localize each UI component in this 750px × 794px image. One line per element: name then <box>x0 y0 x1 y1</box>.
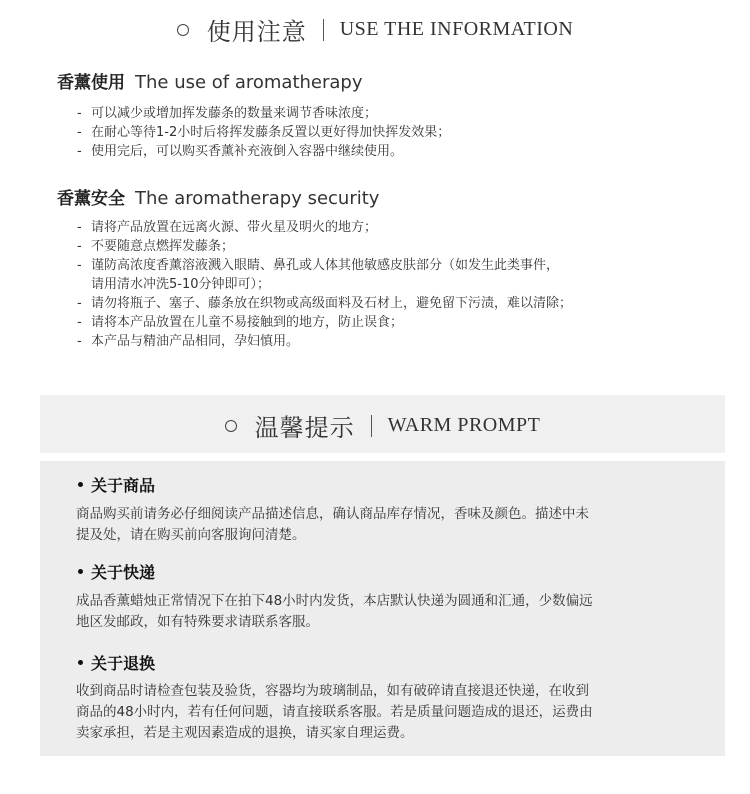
delivery-line-2: 地区发邮政，如有特殊要求请联系客服。 <box>76 614 319 630</box>
goods-text <box>76 504 716 546</box>
returns-line-2: 商品的48小时内，若有任何问题，请直接联系客服。若是质量问题造成的退还，运费由 <box>76 704 593 720</box>
safety-heading-en: The aromatherapy security <box>135 188 380 209</box>
returns-line-3: 卖家承担，若是主观因素造成的退换，请买家自理运费。 <box>76 725 414 741</box>
delivery-heading <box>78 560 155 583</box>
list-item <box>77 256 572 294</box>
prompt-title-cn: 温馨提示 <box>254 414 355 442</box>
list-item: - 请将本产品放置在儿童不易接触到的地方，防止误食； <box>77 313 572 332</box>
list-item: - 不要随意点燃挥发藤条； <box>77 237 572 256</box>
delivery-line-1: 成品香薰蜡烛正常情况下在拍下48小时内发货，本店默认快递为圆通和汇通，少数偏远 <box>76 593 593 609</box>
prompt-title-en: WARM PROMPT <box>387 414 541 436</box>
list-item: - 在耐心等待1-2小时后将挥发藤条反置以更好得加快挥发效果； <box>77 123 450 142</box>
safety-list <box>77 218 572 351</box>
usage-title-en: USE THE INFORMATION <box>339 18 574 40</box>
usage-title-cn: 使用注意 <box>206 18 307 46</box>
returns-line-1: 收到商品时请检查包装及验货，容器均为玻璃制品，如有破碎请直接退还快递，在收到 <box>76 683 589 699</box>
safety-heading-cn: 香薰安全 <box>57 189 125 209</box>
usage-title <box>0 12 750 47</box>
list-item: - 使用完后，可以购买香薰补充液倒入容器中继续使用。 <box>77 142 450 161</box>
bullet-dot-icon <box>78 569 83 574</box>
list-item-text: - 谨防高浓度香薰溶液溅入眼睛、鼻孔或人体其他敏感皮肤部分（如发生此类事件， <box>91 258 560 273</box>
list-item-continuation: 请用清水冲洗5-10分钟即可）； <box>91 277 271 292</box>
list-item: - 请勿将瓶子、塞子、藤条放在织物或高级面料及石材上，避免留下污渍，难以清除； <box>77 294 572 313</box>
returns-heading-text: 关于退换 <box>91 654 156 673</box>
use-list <box>77 104 450 161</box>
circle-icon <box>225 420 237 432</box>
returns-text <box>76 681 716 744</box>
use-section-heading <box>57 68 363 93</box>
title-divider <box>371 415 372 437</box>
goods-line-1: 商品购买前请务必仔细阅读产品描述信息，确认商品库存情况，香味及颜色。描述中未 <box>76 506 589 522</box>
goods-heading <box>78 473 155 496</box>
delivery-text <box>76 591 716 633</box>
prompt-panel <box>40 461 725 756</box>
returns-heading <box>78 651 155 674</box>
delivery-heading-text: 关于快递 <box>91 563 156 582</box>
list-item: - 本产品与精油产品相同，孕妇慎用。 <box>77 332 572 351</box>
prompt-title-bar <box>40 395 725 453</box>
bullet-dot-icon <box>78 482 83 487</box>
safety-section-heading <box>57 184 379 209</box>
use-heading-cn: 香薰使用 <box>57 73 125 93</box>
title-divider <box>323 19 324 41</box>
bullet-dot-icon <box>78 660 83 665</box>
use-heading-en: The use of aromatherapy <box>135 72 363 93</box>
goods-line-2: 提及处，请在购买前向客服询问清楚。 <box>76 527 306 543</box>
goods-heading-text: 关于商品 <box>91 476 156 495</box>
list-item: - 请将产品放置在远离火源、带火星及明火的地方； <box>77 218 572 237</box>
prompt-title <box>40 408 725 443</box>
circle-icon <box>177 24 189 36</box>
list-item: - 可以减少或增加挥发藤条的数量来调节香味浓度； <box>77 104 450 123</box>
